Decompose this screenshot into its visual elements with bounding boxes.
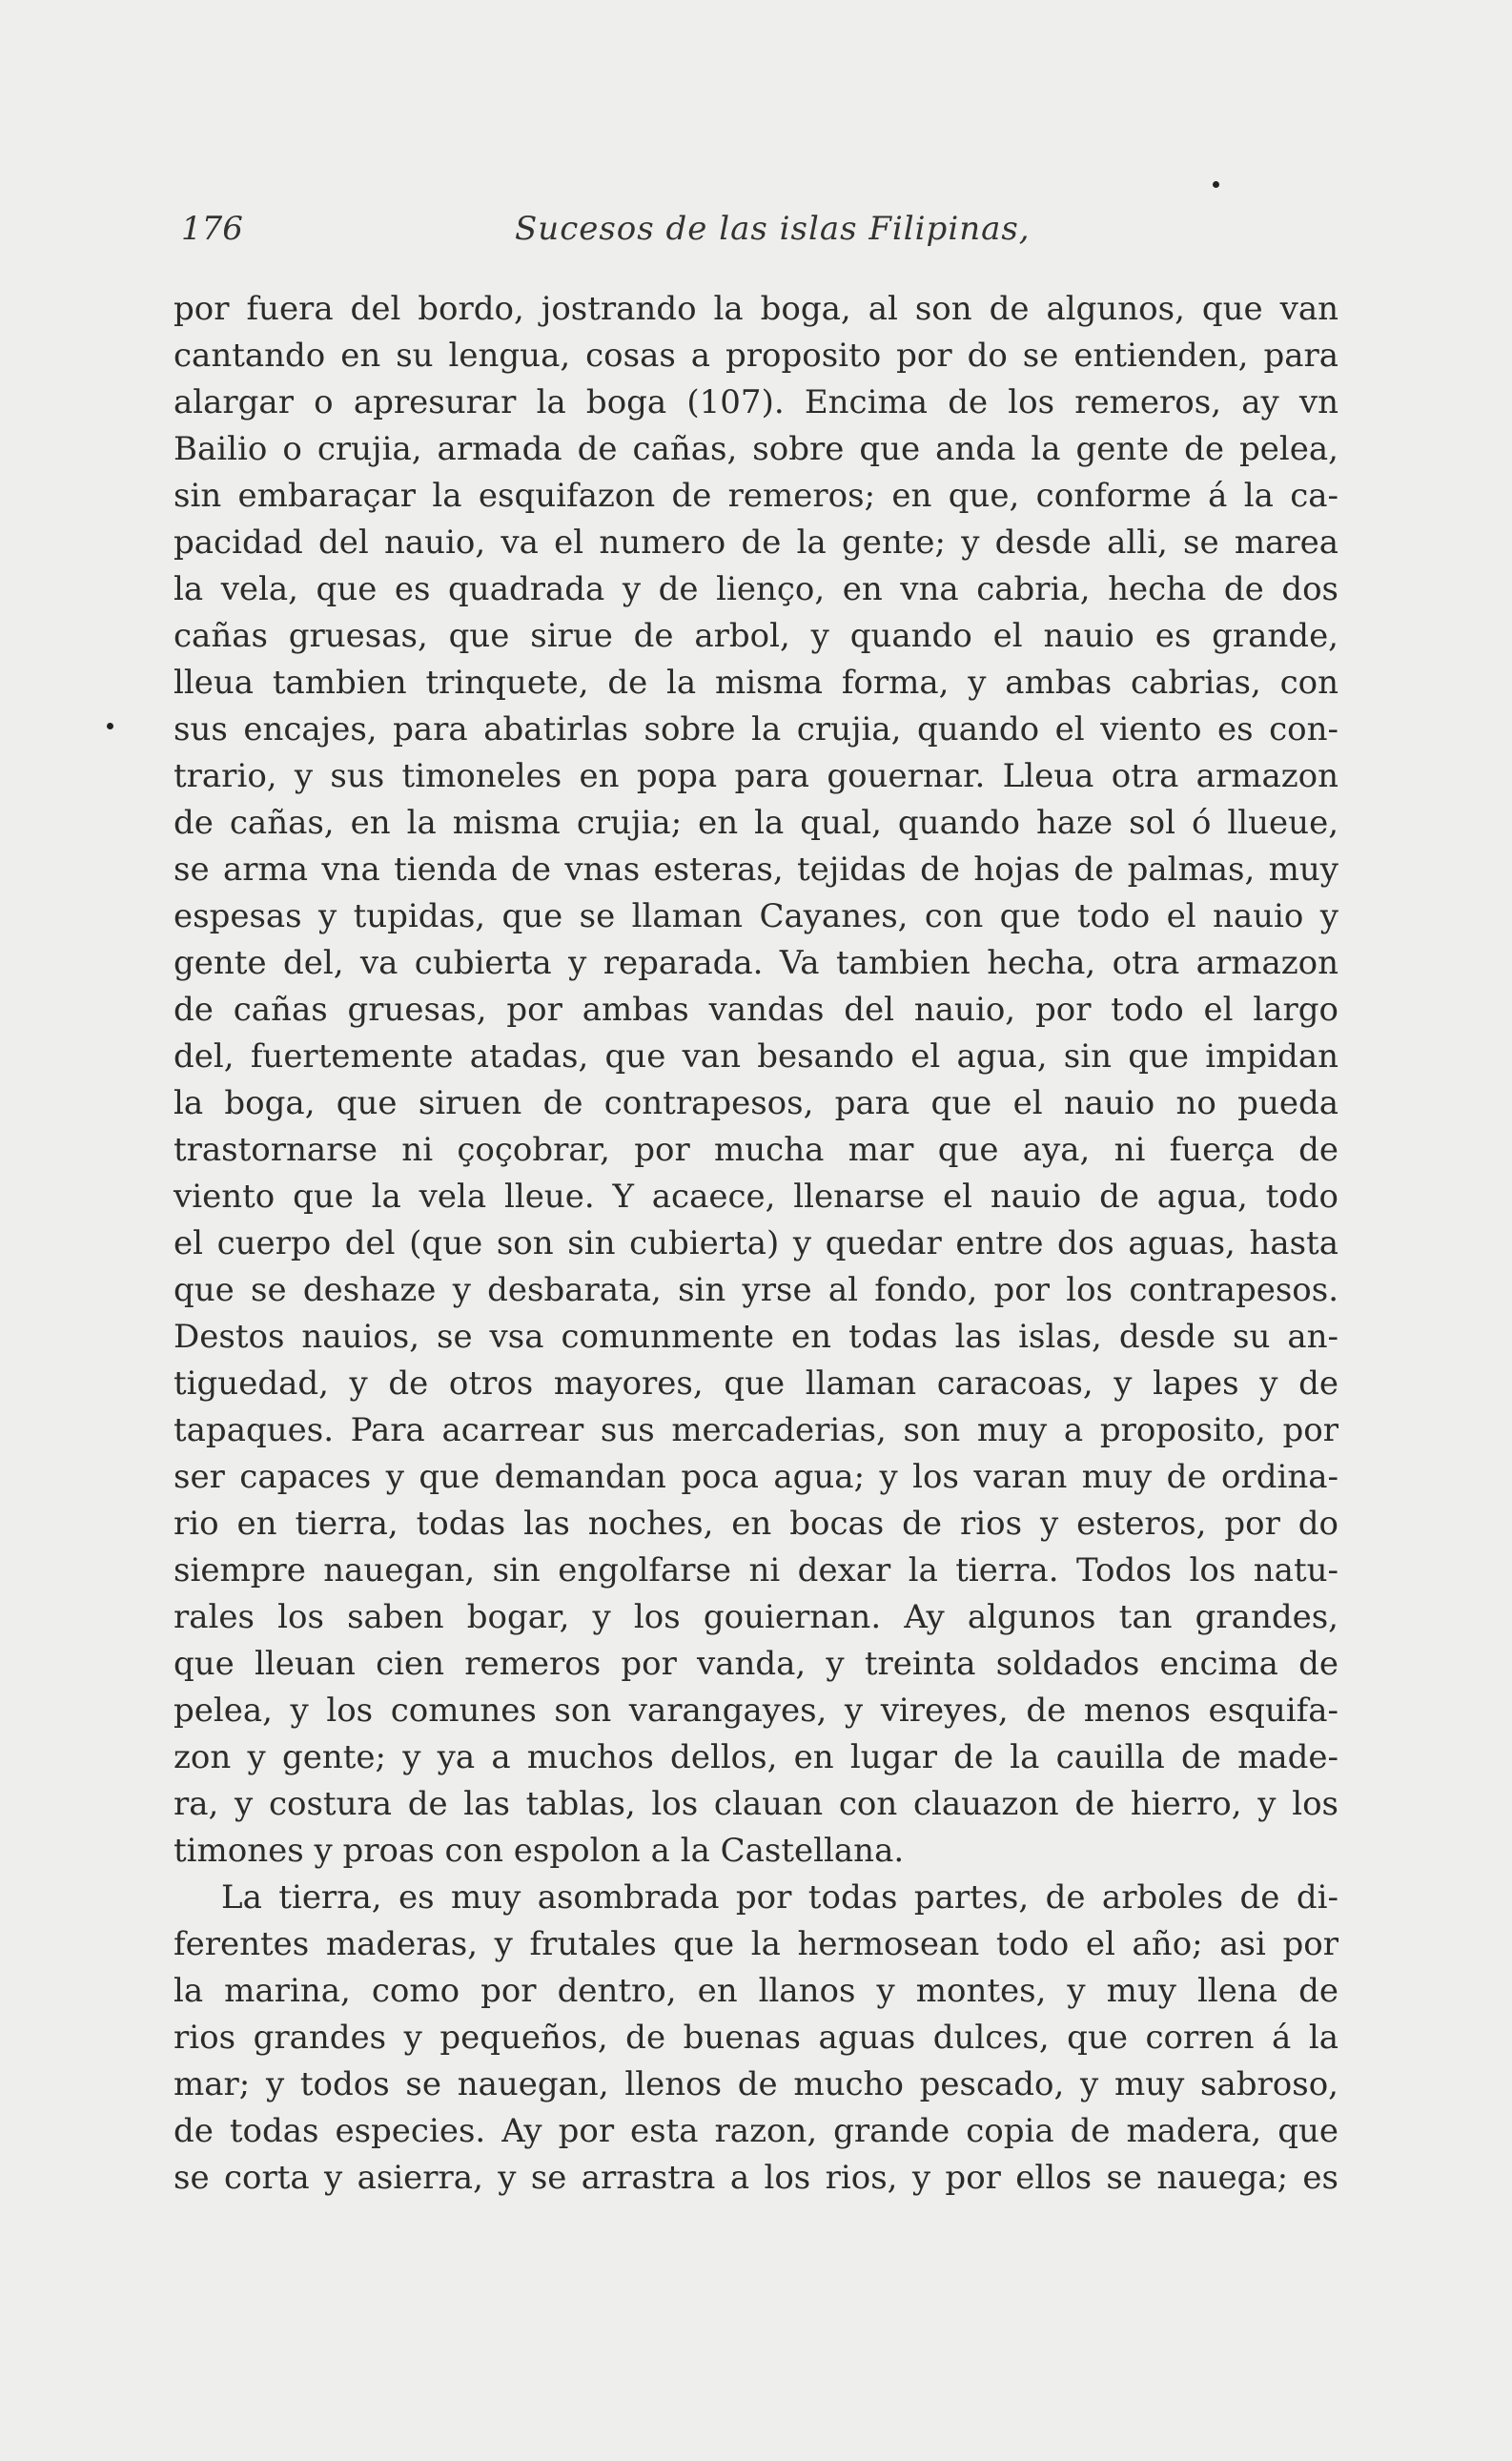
text-line: rio en tierra, todas las noches, en bocas de rios y esteros, por do	[174, 1505, 1338, 1543]
text-line: viento que la vela lleue. Y acaece, llenarse el nauio de agua, todo	[174, 1178, 1338, 1216]
text-line: por fuera del bordo, jostrando la boga, al son de algunos, que van	[174, 290, 1338, 328]
text-line: ra, y costura de las tablas, los clauan con clauazon de hierro, y los	[174, 1785, 1338, 1823]
ink-speck-top	[1213, 181, 1219, 188]
text-line: de cañas, en la misma crujia; en la qual, quando haze sol ó llueue,	[174, 804, 1338, 842]
text-line: del, fuertemente atadas, que van besando el agua, sin que impidan	[174, 1037, 1338, 1076]
text-line: pacidad del nauio, va el numero de la gente; y desde alli, se marea	[174, 523, 1338, 562]
text-line: rios grandes y pequeños, de buenas aguas dulces, que corren á la	[174, 2019, 1338, 2057]
running-title: Sucesos de las islas Filipinas,	[515, 210, 1031, 248]
text-line: Destos nauios, se vsa comunmente en todas las islas, desde su an-	[174, 1318, 1338, 1356]
text-line: ferentes maderas, y frutales que la hermosean todo el año; asi por	[174, 1925, 1338, 1963]
paragraph-start-line: La tierra, es muy asombrada por todas partes, de arboles de di-	[221, 1878, 1338, 1917]
text-line: la vela, que es quadrada y de lienço, en vna cabria, hecha de dos	[174, 570, 1338, 608]
text-line: siempre nauegan, sin engolfarse ni dexar la tierra. Todos los natu-	[174, 1551, 1338, 1589]
paragraph-end-line: timones y proas con espolon a la Castellana.	[174, 1832, 905, 1870]
page-number: 176	[181, 210, 243, 248]
text-line: que lleuan cien remeros por vanda, y treinta soldados encima de	[174, 1645, 1338, 1683]
text-line: sin embaraçar la esquifazon de remeros; en que, conforme á la ca-	[174, 477, 1338, 515]
text-line: tapaques. Para acarrear sus mercaderias, son muy a proposito, por	[174, 1411, 1338, 1449]
text-line: mar; y todos se nauegan, llenos de mucho pescado, y muy sabroso,	[174, 2065, 1338, 2103]
text-line: sus encajes, para abatirlas sobre la crujia, quando el viento es con-	[174, 710, 1338, 749]
text-line: pelea, y los comunes son varangayes, y vireyes, de menos esquifa-	[174, 1692, 1338, 1730]
text-line: cañas gruesas, que sirue de arbol, y quando el nauio es grande,	[174, 617, 1338, 655]
text-line: gente del, va cubierta y reparada. Va tambien hecha, otra armazon	[174, 944, 1338, 982]
text-line: espesas y tupidas, que se llaman Cayanes, con que todo el nauio y	[174, 897, 1338, 935]
text-line: tiguedad, y de otros mayores, que llaman caracoas, y lapes y de	[174, 1364, 1338, 1403]
ink-speck-margin	[107, 723, 113, 729]
text-line: zon y gente; y ya a muchos dellos, en lugar de la cauilla de made-	[174, 1738, 1338, 1776]
text-line: la boga, que siruen de contrapesos, para que el nauio no pueda	[174, 1084, 1338, 1122]
page-header	[181, 210, 1335, 257]
text-line: se arma vna tienda de vnas esteras, tejidas de hojas de palmas, muy	[174, 851, 1338, 889]
text-line: alargar o apresurar la boga (107). Encima de los remeros, ay vn	[174, 383, 1338, 421]
text-line: se corta y asierra, y se arrastra a los rios, y por ellos se nauega; es	[174, 2159, 1338, 2197]
text-line: la marina, como por dentro, en llanos y montes, y muy llena de	[174, 1972, 1338, 2010]
text-line: ser capaces y que demandan poca agua; y los varan muy de ordina-	[174, 1458, 1338, 1496]
text-line: cantando en su lengua, cosas a proposito por do se entienden, para	[174, 337, 1338, 375]
text-line: que se deshaze y desbarata, sin yrse al fondo, por los contrapesos.	[174, 1271, 1338, 1309]
text-line: de cañas gruesas, por ambas vandas del nauio, por todo el largo	[174, 991, 1338, 1029]
text-line: el cuerpo del (que son sin cubierta) y quedar entre dos aguas, hasta	[174, 1224, 1338, 1262]
text-line: rales los saben bogar, y los gouiernan. Ay algunos tan grandes,	[174, 1598, 1338, 1636]
text-line: de todas especies. Ay por esta razon, grande copia de madera, que	[174, 2112, 1338, 2150]
text-line: Bailio o crujia, armada de cañas, sobre que anda la gente de pelea,	[174, 430, 1338, 468]
text-line: lleua tambien trinquete, de la misma forma, y ambas cabrias, con	[174, 664, 1338, 702]
text-line: trastornarse ni çoçobrar, por mucha mar que aya, ni fuerça de	[174, 1131, 1338, 1169]
body-text	[174, 286, 1338, 2202]
text-line: trario, y sus timoneles en popa para gouernar. Lleua otra armazon	[174, 757, 1338, 795]
